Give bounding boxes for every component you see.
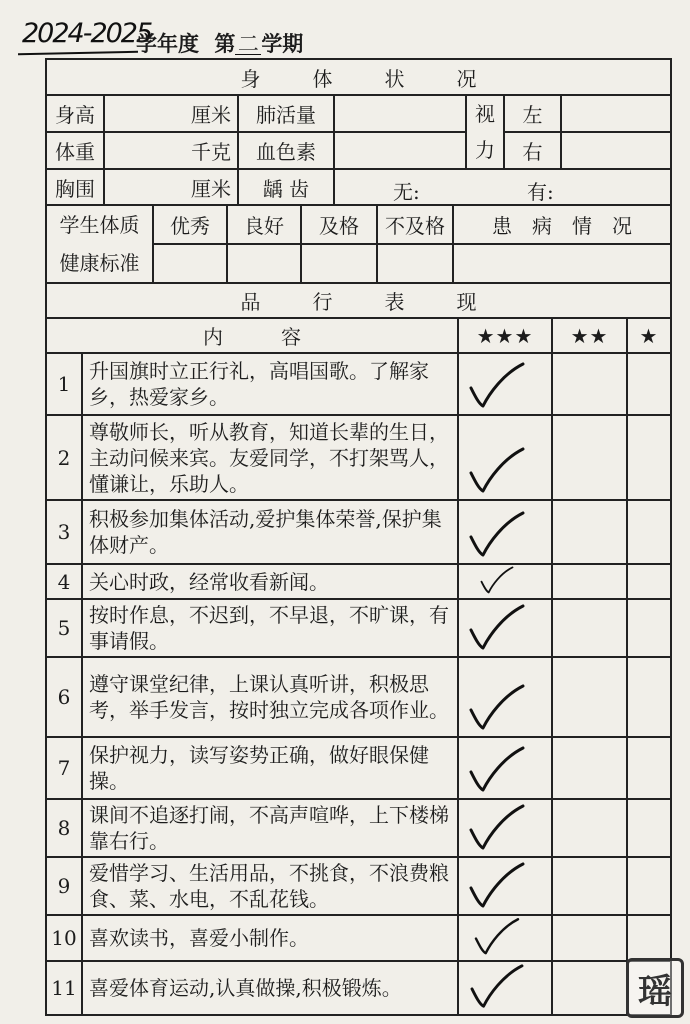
rating-cell-3-star bbox=[458, 799, 552, 857]
caries-none-label: 无: bbox=[393, 180, 420, 204]
conduct-row-number: 11 bbox=[46, 961, 82, 1015]
vision-left-field bbox=[561, 95, 671, 132]
chest-label: 胸围 bbox=[46, 169, 104, 205]
grade-good: 良好 bbox=[227, 205, 301, 244]
rating-cell-2-star bbox=[552, 564, 627, 599]
conduct-row bbox=[46, 799, 671, 857]
illness-label: 患病情况 bbox=[453, 205, 671, 244]
grade-pass: 及格 bbox=[301, 205, 377, 244]
rating-cell-3-star bbox=[458, 737, 552, 799]
weight-field bbox=[104, 132, 238, 169]
height-unit: 厘米 bbox=[191, 103, 231, 127]
vision-left-label: 左 bbox=[504, 95, 561, 132]
check-mark-icon bbox=[465, 860, 529, 912]
grade-pass-field bbox=[301, 244, 377, 283]
height-field bbox=[104, 95, 238, 132]
grade-good-field bbox=[227, 244, 301, 283]
content-header-label: 内容 bbox=[203, 325, 359, 349]
content-header bbox=[46, 318, 458, 353]
fitness-label-2: 健康标准 bbox=[59, 251, 140, 275]
fitness-table bbox=[45, 204, 672, 284]
conduct-row bbox=[46, 415, 671, 500]
watermark-glyph: 瑶 bbox=[638, 971, 672, 1012]
rating-cell-3-star bbox=[458, 657, 552, 737]
caries-label: 龋 齿 bbox=[238, 169, 334, 205]
rating-cell-1-star bbox=[627, 564, 671, 599]
conduct-row-text: 按时作息，不迟到，不早退，不旷课，有事请假。 bbox=[82, 599, 458, 657]
conduct-row-text: 积极参加集体活动,爱护集体荣誉,保护集体财产。 bbox=[82, 500, 458, 564]
rating-cell-2-star bbox=[552, 915, 627, 961]
rating-cell-1-star bbox=[627, 737, 671, 799]
form-header bbox=[18, 18, 418, 58]
rating-cell-2-star bbox=[552, 857, 627, 915]
grade-fail-field bbox=[377, 244, 453, 283]
rating-cell-3-star bbox=[458, 857, 552, 915]
rating-cell-2-star bbox=[552, 737, 627, 799]
weight-unit: 千克 bbox=[191, 140, 231, 164]
rating-cell-3-star bbox=[458, 500, 552, 564]
conduct-row-number: 7 bbox=[46, 737, 82, 799]
conduct-row-text: 课间不追逐打闹，不高声喧哗，上下楼梯靠右行。 bbox=[82, 799, 458, 857]
conduct-row-number: 3 bbox=[46, 500, 82, 564]
rating-cell-2-star bbox=[552, 353, 627, 415]
term-line bbox=[136, 28, 303, 58]
rating-cell-2-star bbox=[552, 657, 627, 737]
one-star-header: ★ bbox=[627, 318, 671, 353]
rating-cell-3-star bbox=[458, 599, 552, 657]
check-mark-icon bbox=[465, 682, 529, 734]
rating-cell-3-star bbox=[458, 961, 552, 1015]
three-star-header: ★★★ bbox=[458, 318, 552, 353]
handwritten-school-year: 2024-2025 bbox=[22, 18, 152, 49]
chest-field bbox=[104, 169, 238, 205]
rating-cell-2-star bbox=[552, 500, 627, 564]
lung-capacity-field bbox=[334, 95, 466, 132]
vision-label bbox=[466, 95, 504, 169]
grade-excellent-field bbox=[153, 244, 227, 283]
caries-field bbox=[334, 169, 671, 205]
check-mark-icon bbox=[465, 445, 529, 497]
rating-cell-1-star bbox=[627, 915, 671, 961]
conduct-row bbox=[46, 353, 671, 415]
conduct-row-text: 保护视力，读写姿势正确，做好眼保健操。 bbox=[82, 737, 458, 799]
weight-label: 体重 bbox=[46, 132, 104, 169]
hemoglobin-label: 血色素 bbox=[238, 132, 334, 169]
rating-cell-1-star bbox=[627, 500, 671, 564]
rating-cell-2-star bbox=[552, 415, 627, 500]
conduct-row-number: 1 bbox=[46, 353, 82, 415]
rating-cell-2-star bbox=[552, 599, 627, 657]
rating-cell-1-star bbox=[627, 657, 671, 737]
check-mark-icon bbox=[465, 602, 529, 654]
check-mark-icon bbox=[465, 509, 529, 561]
vision-right-field bbox=[561, 132, 671, 169]
rating-cell-1-star bbox=[627, 857, 671, 915]
physical-section-title: 身体状况 bbox=[46, 59, 671, 95]
conduct-row-number: 10 bbox=[46, 915, 82, 961]
conduct-row-text: 关心时政，经常收看新闻。 bbox=[82, 564, 458, 599]
conduct-row-number: 8 bbox=[46, 799, 82, 857]
check-mark-icon bbox=[465, 802, 529, 854]
check-mark-icon bbox=[465, 962, 529, 1012]
lung-capacity-label: 肺活量 bbox=[238, 95, 334, 132]
conduct-row-text: 遵守课堂纪律，上课认真听讲，积极思考，举手发言，按时独立完成各项作业。 bbox=[82, 657, 458, 737]
conduct-row-text: 尊敬师长，听从教育，知道长辈的生日，主动问候来宾。友爱同学，不打架骂人，懂谦让，乐助人。 bbox=[82, 415, 458, 500]
year-underline bbox=[18, 51, 138, 56]
check-mark-icon bbox=[465, 360, 529, 412]
conduct-row-text: 喜爱体育运动,认真做操,积极锻炼。 bbox=[82, 961, 458, 1015]
conduct-row bbox=[46, 500, 671, 564]
handwritten-term: 二 bbox=[235, 28, 261, 58]
school-year-label: 学年度 bbox=[136, 32, 199, 56]
term-suffix: 学期 bbox=[261, 32, 304, 56]
conduct-row bbox=[46, 657, 671, 737]
watermark-stamp bbox=[626, 958, 684, 1018]
conduct-table bbox=[45, 282, 672, 1016]
conduct-row bbox=[46, 915, 671, 961]
caries-have-label: 有: bbox=[527, 180, 554, 204]
check-mark-icon bbox=[465, 916, 529, 958]
rating-cell-2-star bbox=[552, 961, 627, 1015]
conduct-row-text: 喜欢读书，喜爱小制作。 bbox=[82, 915, 458, 961]
rating-cell-3-star bbox=[458, 564, 552, 599]
physical-table bbox=[45, 58, 672, 206]
conduct-row-number: 4 bbox=[46, 564, 82, 599]
hemoglobin-field bbox=[334, 132, 466, 169]
vision-label-1: 视 bbox=[475, 102, 495, 126]
term-prefix: 第 bbox=[214, 32, 236, 56]
rating-cell-1-star bbox=[627, 799, 671, 857]
conduct-row-number: 5 bbox=[46, 599, 82, 657]
check-mark-icon bbox=[465, 565, 529, 596]
vision-label-2: 力 bbox=[475, 138, 495, 162]
rating-cell-1-star bbox=[627, 415, 671, 500]
fitness-standard-label bbox=[46, 205, 153, 283]
conduct-row bbox=[46, 564, 671, 599]
conduct-row bbox=[46, 961, 671, 1015]
conduct-row-text: 爱惜学习、生活用品，不挑食，不浪费粮食、菜、水电，不乱花钱。 bbox=[82, 857, 458, 915]
rating-cell-3-star bbox=[458, 415, 552, 500]
rating-cell-3-star bbox=[458, 915, 552, 961]
rating-cell-2-star bbox=[552, 799, 627, 857]
check-mark-icon bbox=[465, 744, 529, 796]
illness-field bbox=[453, 244, 671, 283]
rating-cell-1-star bbox=[627, 353, 671, 415]
conduct-row-number: 6 bbox=[46, 657, 82, 737]
grade-excellent: 优秀 bbox=[153, 205, 227, 244]
conduct-row-number: 9 bbox=[46, 857, 82, 915]
grade-fail: 不及格 bbox=[377, 205, 453, 244]
conduct-section-title: 品行表现 bbox=[46, 283, 671, 318]
conduct-row bbox=[46, 599, 671, 657]
conduct-row-text: 升国旗时立正行礼，高唱国歌。了解家乡，热爱家乡。 bbox=[82, 353, 458, 415]
conduct-row bbox=[46, 857, 671, 915]
two-star-header: ★★ bbox=[552, 318, 627, 353]
conduct-row-number: 2 bbox=[46, 415, 82, 500]
rating-cell-1-star bbox=[627, 599, 671, 657]
report-form bbox=[45, 58, 670, 1016]
conduct-row bbox=[46, 737, 671, 799]
fitness-label-1: 学生体质 bbox=[59, 213, 140, 237]
height-label: 身高 bbox=[46, 95, 104, 132]
rating-cell-3-star bbox=[458, 353, 552, 415]
vision-right-label: 右 bbox=[504, 132, 561, 169]
chest-unit: 厘米 bbox=[191, 176, 231, 201]
